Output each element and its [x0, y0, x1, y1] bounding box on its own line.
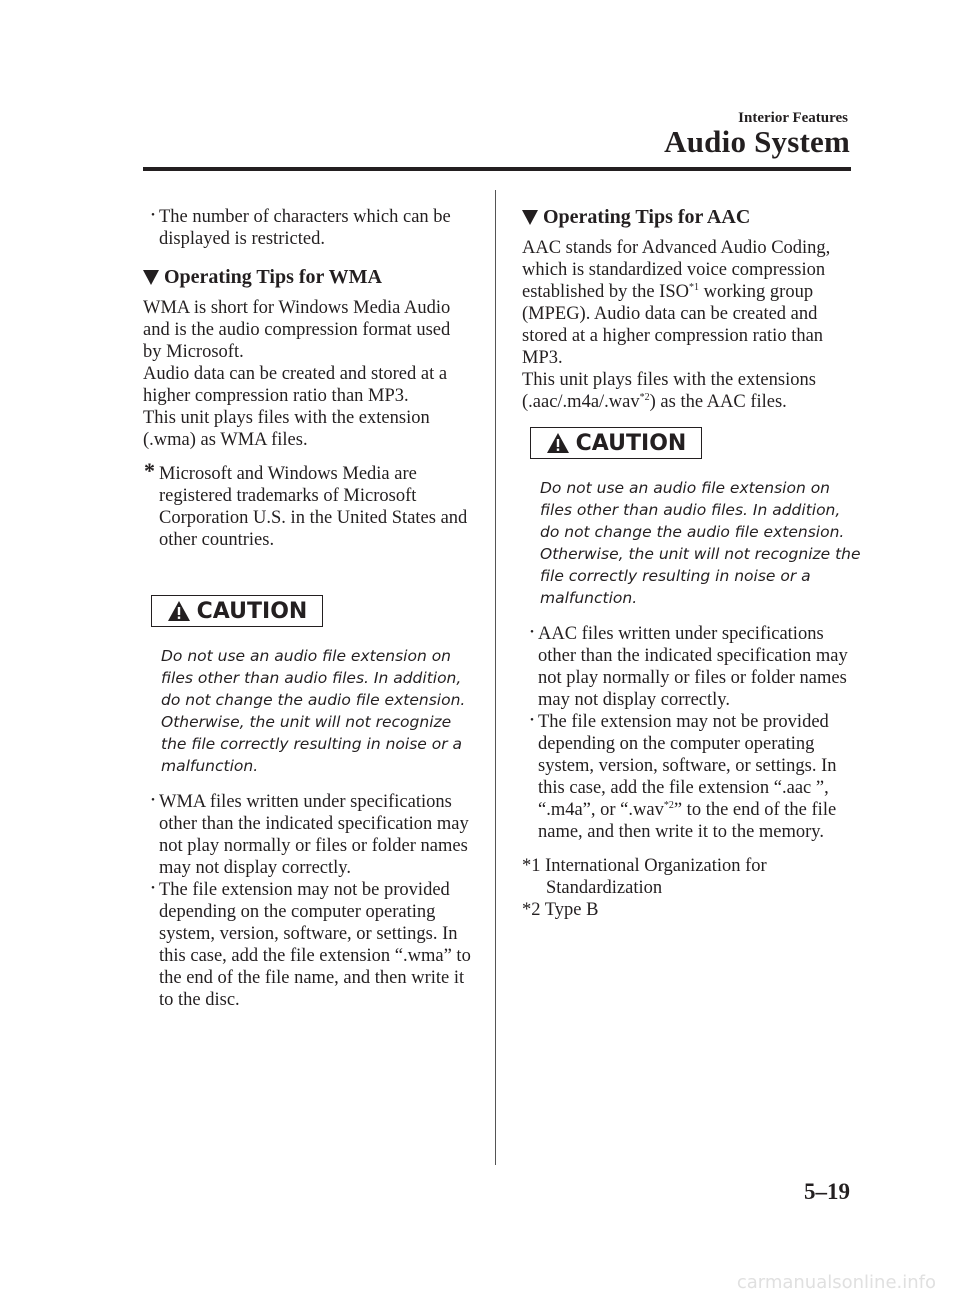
list-item: ・ The number of characters which can be displayed is restricted. [146, 207, 451, 249]
trademark-note: * Microsoft and Windows Media are registered trademarks of Microsoft Corporation U.S. in the United States and other countries. [144, 458, 468, 550]
wma-paragraph: This unit plays files with the extension (.wma) as WMA files. [143, 408, 430, 450]
wma-paragraph: WMA is short for Windows Media Audio and is the audio compression format used by Microsoft. [143, 298, 451, 362]
caution-badge: CAUTION [151, 595, 323, 627]
footnotes [522, 855, 862, 921]
warning-icon [167, 600, 191, 622]
bullet-icon: ・ [146, 882, 160, 897]
bullet-icon: ・ [525, 626, 539, 641]
warning-icon [546, 432, 570, 454]
footnote: *2 Type B [522, 900, 599, 920]
aac-heading: Operating Tips for AAC [522, 206, 862, 229]
wma-paragraph: Audio data can be created and stored at a higher compression ratio than MP3. [143, 364, 448, 406]
header-section-label: Interior Features [738, 110, 848, 126]
footnote-continuation: Standardization [546, 878, 663, 898]
page-number: 5–19 [804, 1179, 850, 1204]
triangle-down-icon [143, 270, 159, 285]
caution-badge: CAUTION [530, 427, 702, 459]
list-item: ・ The file extension may not be provided depending on the computer operating system, version, software, or settings. In this case, add the file extension “.wma” to the end of the file name, and then write it to the disc. [146, 880, 471, 1010]
bullet-icon: ・ [146, 209, 160, 224]
aac-paragraph: This unit plays files with the extensions (.aac/.m4a/.wav$^{*2}$) as the AAC files. [522, 370, 816, 412]
footnote: *1 International Organization for [522, 856, 767, 876]
caution-text: Do not use an audio file extension on files other than audio files. In addition, do not change the audio file extension. Otherwise, the unit will not recognize the file correctly resulting in noise or a malfunction. [540, 479, 861, 607]
right-column [522, 206, 862, 921]
caution-block [151, 595, 473, 777]
asterisk-icon: * [144, 458, 155, 483]
list-item: ・ The file extension may not be provided depending on the computer operating system, version, software, or settings. In this case, add the file extension “.aac ”, “.m4a”, or “.wav$^{*2}$” to the end of the file name, and then write it to the memory. [525, 712, 837, 842]
list-item: ・ AAC files written under specifications other than the indicated specification may not play normally or files or folder names may not display correctly. [525, 624, 848, 710]
bullet-icon: ・ [525, 714, 539, 729]
wma-heading: Operating Tips for WMA [143, 266, 473, 289]
left-column [143, 206, 473, 1011]
header-title: Audio System [664, 124, 850, 159]
column-divider [495, 190, 496, 1165]
caution-block [530, 427, 862, 609]
list-item: ・ WMA files written under specifications other than the indicated specification may not play normally or files or folder names may not display correctly. [146, 792, 469, 878]
header-rule [143, 167, 851, 171]
watermark-text: carmanualsonline.info [736, 1272, 936, 1293]
aac-paragraph: AAC stands for Advanced Audio Coding, which is standardized voice compression established by the ISO$^{*1}$ working group (MPEG). Audio data can be created and stored at a higher compression ratio than MP3. [522, 238, 831, 368]
bullet-icon: ・ [146, 794, 160, 809]
caution-text: Do not use an audio file extension on files other than audio files. In addition, do not change the audio file extension. Otherwise, the unit will not recognize the file correctly resulting in noise or a malfunction. [161, 647, 466, 775]
triangle-down-icon [522, 210, 538, 225]
